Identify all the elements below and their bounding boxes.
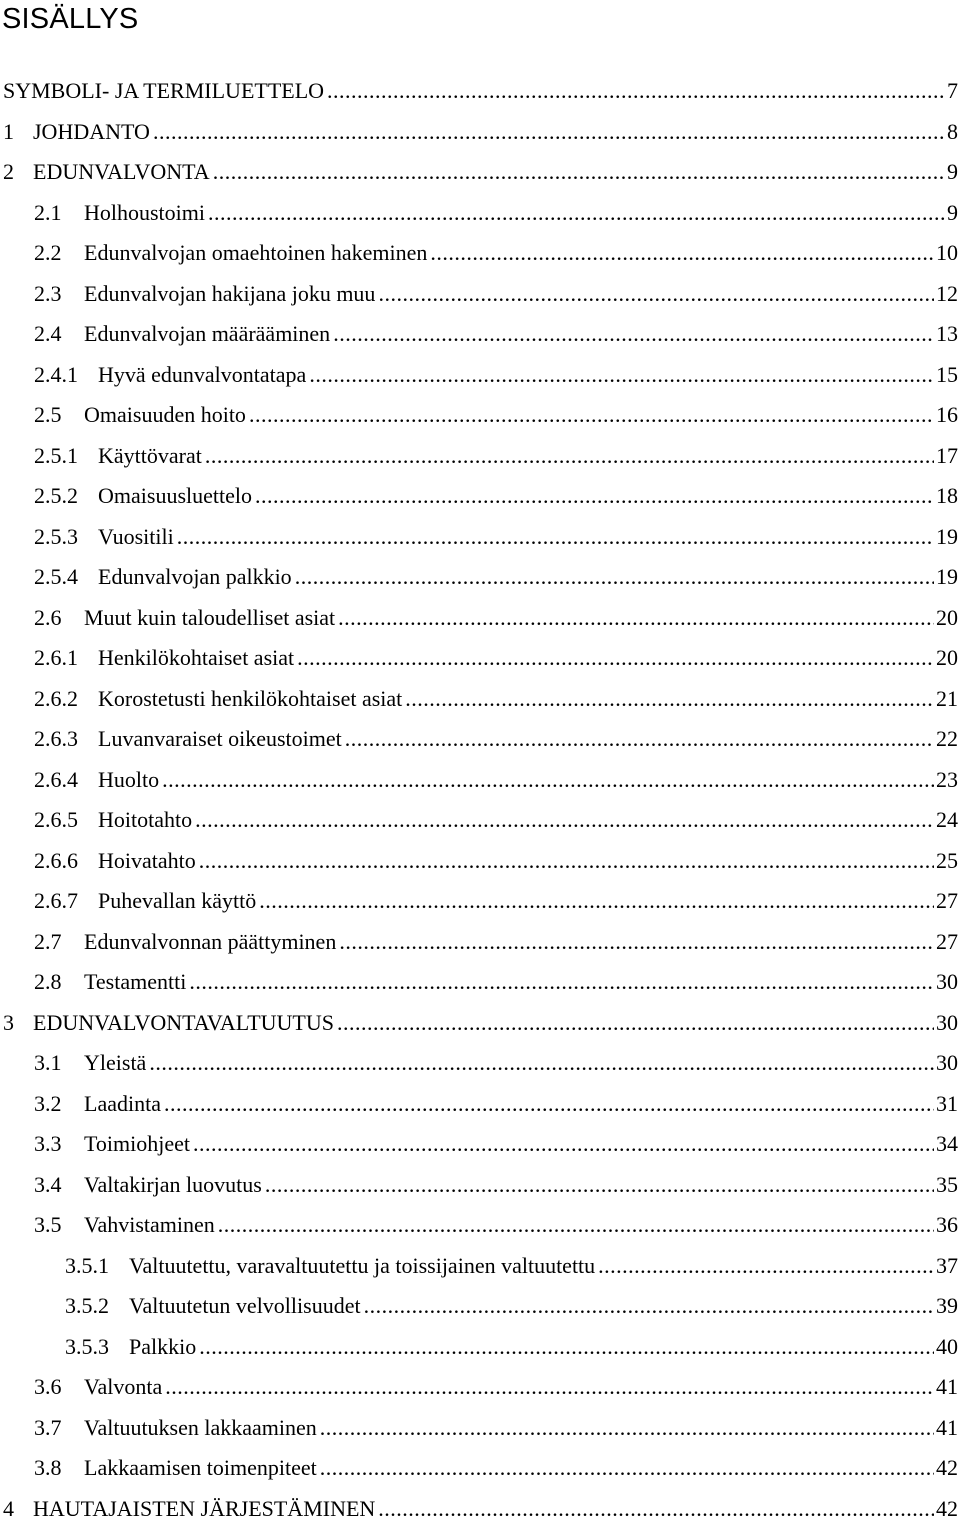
toc-entry-number: 2.6.1 [34, 645, 78, 670]
toc-entry[interactable] [34, 360, 958, 390]
toc-entry[interactable] [65, 1291, 958, 1321]
toc-entry[interactable] [34, 643, 958, 673]
toc-entry[interactable] [3, 76, 958, 106]
toc-entry-page: 13 [936, 321, 958, 346]
toc-entry-number: 3.4 [34, 1172, 62, 1197]
toc-entry-page: 25 [936, 848, 958, 873]
toc-entry-page: 20 [936, 645, 958, 670]
toc-entry-title: Hyvä edunvalvontatapa [98, 362, 307, 387]
toc-entry-title: Valtuutettu, varavaltuutettu ja toissijainen valtuutettu [129, 1253, 596, 1278]
toc-entry[interactable] [34, 886, 958, 916]
toc-entry-title: HAUTAJAISTEN JÄRJESTÄMINEN [33, 1496, 376, 1521]
dot-leader [255, 481, 934, 511]
toc-entry-number: 3.8 [34, 1455, 62, 1480]
toc-entry[interactable] [34, 279, 958, 309]
toc-entry[interactable] [65, 1332, 958, 1362]
toc-entry[interactable] [65, 1251, 958, 1281]
dot-leader [162, 765, 934, 795]
toc-entry-page: 17 [936, 443, 958, 468]
toc-entry-number: 1 [3, 119, 14, 144]
dot-leader [327, 76, 945, 106]
toc-entry-number: 3.6 [34, 1374, 62, 1399]
toc-entry-page: 20 [936, 605, 958, 630]
dot-leader [405, 684, 934, 714]
dot-leader [378, 1494, 934, 1524]
toc-entry-page: 9 [947, 159, 958, 184]
toc-entry-number: 2.6.2 [34, 686, 78, 711]
toc-entry-number: 2.3 [34, 281, 62, 306]
toc-entry-title: Edunvalvonnan päättyminen [84, 929, 337, 954]
dot-leader [598, 1251, 934, 1281]
toc-entry-page: 42 [936, 1455, 958, 1480]
toc-entry-page: 19 [936, 564, 958, 589]
toc-entry[interactable] [3, 157, 958, 187]
dot-leader [193, 1129, 934, 1159]
toc-entry[interactable] [34, 562, 958, 592]
dot-leader [249, 400, 934, 430]
toc-entry[interactable] [34, 967, 958, 997]
toc-entry-title: Edunvalvojan hakijana joku muu [84, 281, 376, 306]
toc-entry[interactable] [34, 1372, 958, 1402]
dot-leader [309, 360, 934, 390]
toc-entry-page: 34 [936, 1131, 958, 1156]
toc-entry-page: 42 [936, 1496, 958, 1521]
toc-entry[interactable] [34, 927, 958, 957]
dot-leader [195, 805, 934, 835]
dot-leader [265, 1170, 934, 1200]
toc-entry-number: 3.5.2 [65, 1293, 109, 1318]
toc-heading: SISÄLLYS [2, 3, 139, 35]
toc-entry-page: 41 [936, 1415, 958, 1440]
toc-entry[interactable] [34, 481, 958, 511]
toc-entry-title: Valtuutetun velvollisuudet [129, 1293, 361, 1318]
dot-leader [364, 1291, 934, 1321]
toc-entry[interactable] [34, 319, 958, 349]
dot-leader [189, 967, 934, 997]
dot-leader [208, 198, 945, 228]
toc-entry-title: Luvanvaraiset oikeustoimet [98, 726, 342, 751]
toc-entry-title: Testamentti [84, 969, 187, 994]
dot-leader [213, 157, 945, 187]
toc-entry-title: Laadinta [84, 1091, 161, 1116]
toc-entry-number: 2.6.5 [34, 807, 78, 832]
toc-entry-title: Henkilökohtaiset asiat [98, 645, 295, 670]
dot-leader [297, 643, 934, 673]
dot-leader [165, 1372, 934, 1402]
toc-entry[interactable] [34, 1089, 958, 1119]
toc-entry-page: 21 [936, 686, 958, 711]
toc-entry-page: 24 [936, 807, 958, 832]
toc-entry[interactable] [34, 400, 958, 430]
dot-leader [199, 846, 934, 876]
toc-entry-number: 4 [3, 1496, 14, 1521]
toc-entry-page: 39 [936, 1293, 958, 1318]
dot-leader [199, 1332, 934, 1362]
toc-entry-page: 41 [936, 1374, 958, 1399]
toc-entry-title: Vahvistaminen [84, 1212, 215, 1237]
toc-entry-page: 15 [936, 362, 958, 387]
toc-entry-page: 10 [936, 240, 958, 265]
toc-entry-page: 8 [947, 119, 958, 144]
toc-entry[interactable] [34, 1170, 958, 1200]
toc-entry-number: 3.5.1 [65, 1253, 109, 1278]
toc-entry-title: Hoivatahto [98, 848, 196, 873]
toc-entry-page: 7 [947, 78, 958, 103]
toc-entry-title: Edunvalvojan palkkio [98, 564, 292, 589]
toc-entry[interactable] [34, 724, 958, 754]
toc-entry-number: 3.3 [34, 1131, 62, 1156]
toc-entry-number: 2.6.6 [34, 848, 78, 873]
toc-entry-number: 2 [3, 159, 14, 184]
toc-entry-title: Hoitotahto [98, 807, 193, 832]
toc-entry-page: 31 [936, 1091, 958, 1116]
toc-entry-page: 27 [936, 929, 958, 954]
toc-entry-title: EDUNVALVONTA [33, 159, 210, 184]
toc-entry-number: 2.5 [34, 402, 62, 427]
dot-leader [339, 927, 934, 957]
toc-entry[interactable] [34, 805, 958, 835]
toc-entry-title: SYMBOLI- JA TERMILUETTELO [3, 78, 325, 103]
toc-entry[interactable] [34, 238, 958, 268]
dot-leader [177, 522, 934, 552]
toc-entry-page: 30 [936, 969, 958, 994]
dot-leader [338, 603, 934, 633]
toc-entry-title: Yleistä [84, 1050, 147, 1075]
toc-entry-number: 2.8 [34, 969, 62, 994]
toc-entry-number: 3.1 [34, 1050, 62, 1075]
toc-entry[interactable] [34, 1129, 958, 1159]
toc-entry-title: Omaisuusluettelo [98, 483, 252, 508]
toc-entry-title: Korostetusti henkilökohtaiset asiat [98, 686, 403, 711]
dot-leader [164, 1089, 934, 1119]
toc-entry[interactable] [3, 1494, 958, 1524]
toc-entry-page: 9 [947, 200, 958, 225]
toc-entry-page: 19 [936, 524, 958, 549]
toc-entry-number: 2.7 [34, 929, 62, 954]
dot-leader [295, 562, 934, 592]
toc-entry-number: 2.1 [34, 200, 62, 225]
dot-leader [430, 238, 934, 268]
toc-entry[interactable] [34, 603, 958, 633]
toc-entry-title: Lakkaamisen toimenpiteet [84, 1455, 317, 1480]
toc-entry[interactable] [34, 441, 958, 471]
toc-entry-number: 2.2 [34, 240, 62, 265]
dot-leader [218, 1210, 934, 1240]
toc-entry-title: Valtuutuksen lakkaaminen [84, 1415, 317, 1440]
toc-entry-page: 18 [936, 483, 958, 508]
toc-entry-page: 30 [936, 1010, 958, 1035]
toc-entry-number: 2.6 [34, 605, 62, 630]
toc-entry-title: Vuositili [98, 524, 174, 549]
toc-entry-page: 27 [936, 888, 958, 913]
dot-leader [320, 1453, 934, 1483]
toc-entry[interactable] [34, 1453, 958, 1483]
dot-leader [205, 441, 934, 471]
toc-entry-title: Edunvalvojan määrääminen [84, 321, 331, 346]
toc-entry-page: 22 [936, 726, 958, 751]
toc-entry-title: Käyttövarat [98, 443, 202, 468]
toc-entry-title: Omaisuuden hoito [84, 402, 246, 427]
toc-entry-title: Muut kuin taloudelliset asiat [84, 605, 336, 630]
dot-leader [345, 724, 934, 754]
toc-entry[interactable] [34, 198, 958, 228]
toc-entry-number: 2.6.4 [34, 767, 78, 792]
toc-entry-page: 40 [936, 1334, 958, 1359]
toc-entry-number: 2.5.3 [34, 524, 78, 549]
toc-entry-title: Huolto [98, 767, 160, 792]
toc-entry-number: 3.5 [34, 1212, 62, 1237]
toc-entry-title: Edunvalvojan omaehtoinen hakeminen [84, 240, 428, 265]
toc-entry[interactable] [3, 117, 958, 147]
toc-entry-number: 2.6.7 [34, 888, 78, 913]
dot-leader [378, 279, 934, 309]
toc-entry-page: 12 [936, 281, 958, 306]
toc-entry-number: 3.7 [34, 1415, 62, 1440]
toc-entry-number: 2.4.1 [34, 362, 78, 387]
toc-entry-page: 16 [936, 402, 958, 427]
toc-entry-title: Valtakirjan luovutus [84, 1172, 262, 1197]
dot-leader [337, 1008, 934, 1038]
toc-entry-number: 3.5.3 [65, 1334, 109, 1359]
toc-entry-number: 2.5.4 [34, 564, 78, 589]
toc-entry[interactable] [3, 1008, 958, 1038]
dot-leader [259, 886, 934, 916]
toc-entry[interactable] [34, 684, 958, 714]
toc-entry-number: 3.2 [34, 1091, 62, 1116]
toc-entry-title: Puhevallan käyttö [98, 888, 257, 913]
dot-leader [149, 1048, 934, 1078]
dot-leader [153, 117, 945, 147]
toc-entry[interactable] [34, 522, 958, 552]
toc-entry-page: 30 [936, 1050, 958, 1075]
toc-entry-page: 36 [936, 1212, 958, 1237]
toc-entry-title: Toimiohjeet [84, 1131, 190, 1156]
toc-entry[interactable] [34, 1048, 958, 1078]
toc-entry-page: 37 [936, 1253, 958, 1278]
dot-leader [333, 319, 934, 349]
toc-entry-number: 2.6.3 [34, 726, 78, 751]
toc-entry-number: 2.4 [34, 321, 62, 346]
toc-entry-title: Holhoustoimi [84, 200, 206, 225]
toc-entry[interactable] [34, 1210, 958, 1240]
toc-entry-number: 2.5.1 [34, 443, 78, 468]
toc-entry-number: 3 [3, 1010, 14, 1035]
toc-entry[interactable] [34, 765, 958, 795]
toc-entry-title: EDUNVALVONTAVALTUUTUS [33, 1010, 334, 1035]
toc-entry-page: 35 [936, 1172, 958, 1197]
toc-entry-title: JOHDANTO [33, 119, 150, 144]
toc-entry-title: Palkkio [129, 1334, 197, 1359]
toc-entry-title: Valvonta [84, 1374, 163, 1399]
dot-leader [320, 1413, 934, 1443]
toc-entry[interactable] [34, 846, 958, 876]
toc-entry-number: 2.5.2 [34, 483, 78, 508]
toc-entry[interactable] [34, 1413, 958, 1443]
toc-entry-page: 23 [936, 767, 958, 792]
